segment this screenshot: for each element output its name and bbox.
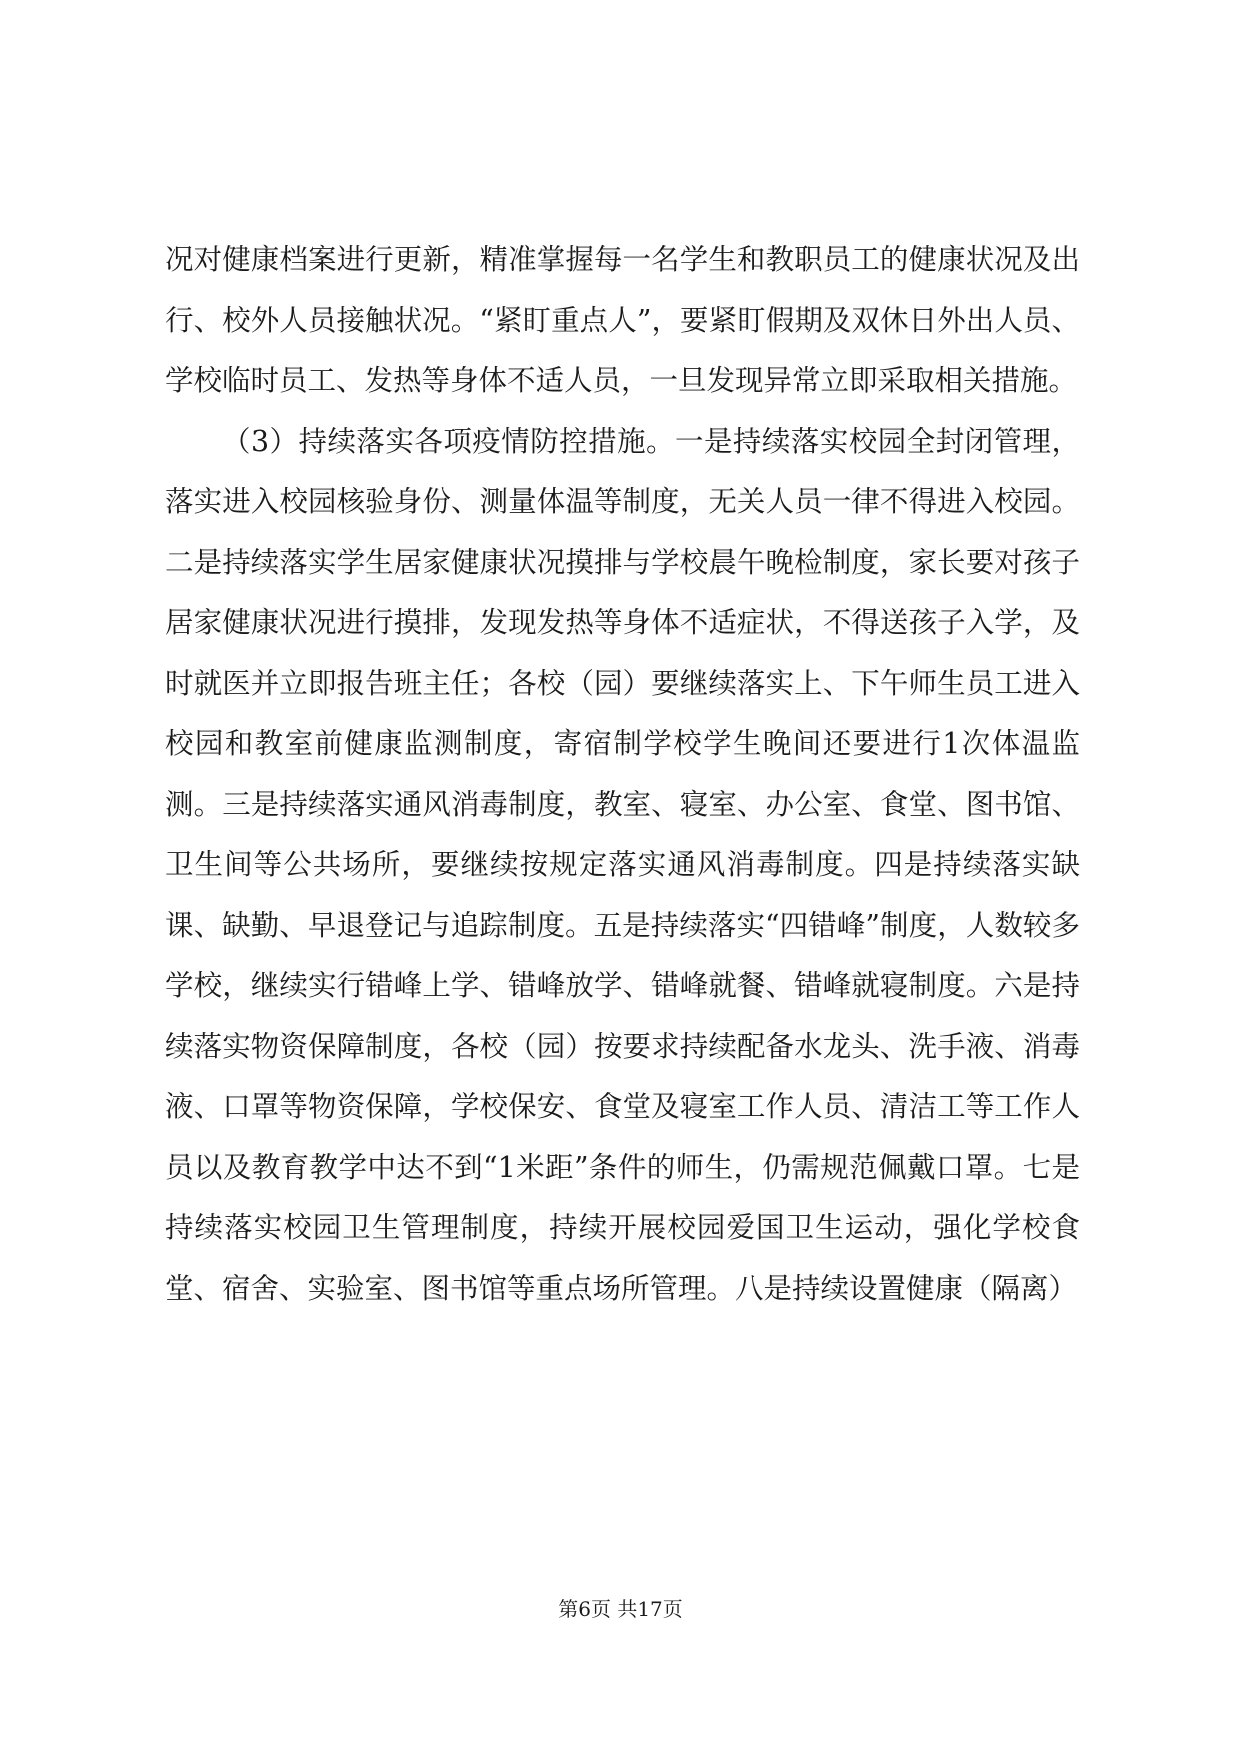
paragraph-epidemic-measures: （3）持续落实各项疫情防控措施。一是持续落实校园全封闭管理，落实进入校园核验身份、测量体温等制度，无关人员一律不得进入校园。二是持续落实学生居家健康状况摸排与学校晨午晚检制度，家长要对孩子居家健康状况进行摸排，发现发热等身体不适症状，不得送孩子入学，及时就医并立即报告班主任；各校（园）要继续落实上、下午师生员工进入校园和教室前健康监测制度，寄宿制学校学生晚间还要进行1次体温监测。三是持续落实通风消毒制度，教室、寝室、办公室、食堂、图书馆、卫生间等公共场所，要继续按规定落实通风消毒制度。四是持续落实缺课、缺勤、早退登记与追踪制度。五是持续落实“四错峰”制度，人数较多学校，继续实行错峰上学、错峰放学、错峰就餐、错峰就寝制度。六是持续落实物资保障制度，各校（园）按要求持续配备水龙头、洗手液、消毒液、口罩等物资保障，学校保安、食堂及寝室工作人员、清洁工等工作人员以及教育教学中达不到“1米距”条件的师生，仍需规范佩戴口罩。七是持续落实校园卫生管理制度，持续开展校园爱国卫生运动，强化学校食堂、宿舍、实验室、图书馆等重点场所管理。八是持续设置健康（隔离） xyxy=(165,424,1080,1305)
page-footer: 第6页 共17页 xyxy=(558,1597,683,1621)
paragraph-continued: 况对健康档案进行更新，精准掌握每一名学生和教职员工的健康状况及出行、校外人员接触状况。“紧盯重点人”，要紧盯假期及双休日外出人员、学校临时员工、发热等身体不适人员，一旦发现异常立即采取相关措施。 xyxy=(165,243,1080,397)
document-body xyxy=(165,230,1080,1319)
